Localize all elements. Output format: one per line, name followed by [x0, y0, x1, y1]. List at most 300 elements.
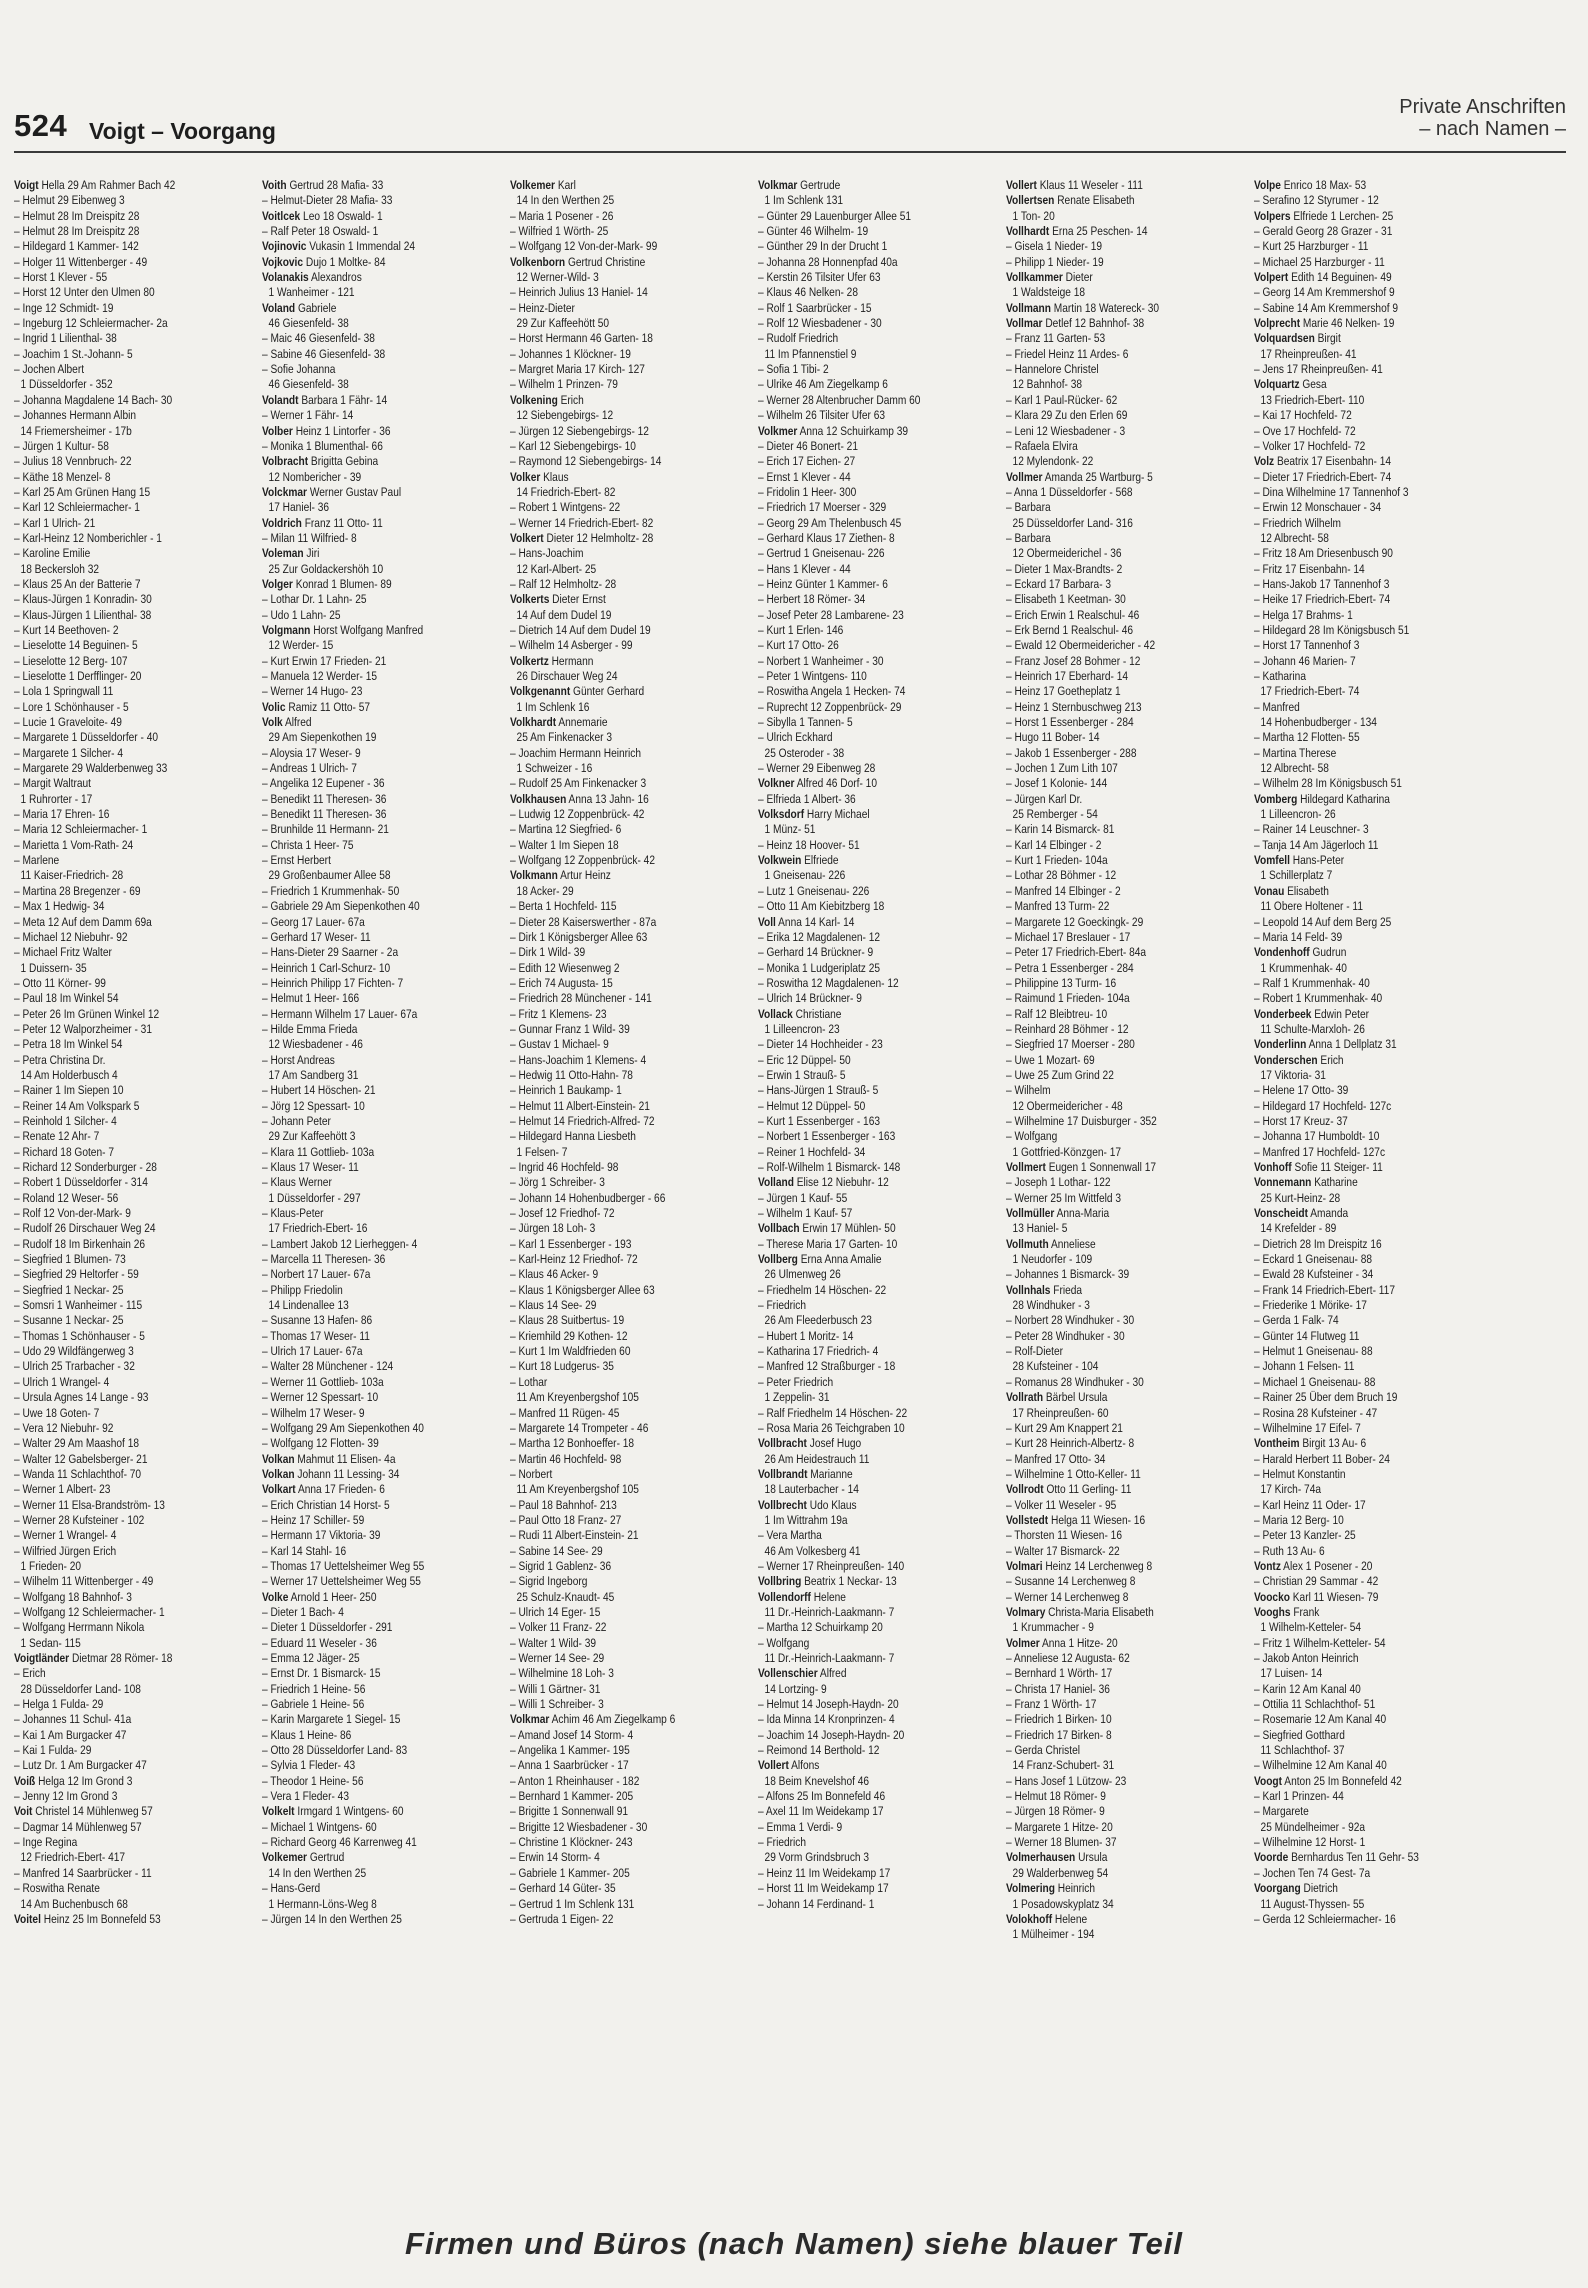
- directory-entry-surname: [1254, 1559, 1498, 1574]
- directory-entry: [262, 531, 506, 546]
- directory-entry: [262, 500, 506, 515]
- entry-text: – Friedhelm 14 Höschen- 22: [758, 1282, 887, 1297]
- entry-text: 14 Hohenbudberger - 134: [1260, 715, 1377, 730]
- directory-entry-surname: [510, 715, 754, 730]
- entry-text: – Edith 12 Wiesenweg 2: [510, 960, 620, 975]
- entry-text: – Karl 1 Ulrich- 21: [14, 515, 96, 530]
- entry-text: – Wolfgang 29 Am Siepenkothen 40: [262, 1420, 424, 1435]
- directory-entry: [1254, 1728, 1498, 1743]
- directory-entry-surname: [262, 393, 506, 408]
- entry-text: 14 Krefelder - 89: [1260, 1221, 1337, 1236]
- directory-entry-surname: [758, 915, 1002, 930]
- directory-entry: [510, 1237, 754, 1252]
- entry-text: – Rudolf 26 Dirschauer Weg 24: [14, 1221, 156, 1236]
- directory-entry: [1006, 776, 1250, 791]
- entry-text: Alexandros: [308, 270, 362, 285]
- directory-entry: [262, 1835, 506, 1850]
- entry-text: – Erwin 1 Strauß- 5: [758, 1067, 846, 1082]
- directory-entry: [758, 1114, 1002, 1129]
- entry-text: – Jürgen 18 Loh- 3: [510, 1221, 596, 1236]
- directory-entry: [262, 976, 506, 991]
- entry-text: – Friedrich 1 Krummenhak- 50: [262, 883, 400, 898]
- directory-entry: [262, 1666, 506, 1681]
- directory-entry: [262, 316, 506, 331]
- header-rule: [14, 151, 1566, 153]
- entry-text: – Wilfried 1 Wörth- 25: [510, 224, 609, 239]
- directory-entry-surname: [262, 546, 506, 561]
- surname: Vollack: [758, 1006, 793, 1021]
- directory-entry: [262, 331, 506, 346]
- directory-entry-surname: [1006, 224, 1250, 239]
- directory-entry: [1006, 1774, 1250, 1789]
- entry-text: – Eric 12 Düppel- 50: [758, 1052, 851, 1067]
- directory-entry: [1006, 899, 1250, 914]
- entry-text: – Udo 1 Lahn- 25: [262, 607, 341, 622]
- directory-entry: [510, 1559, 754, 1574]
- directory-entry: [758, 1544, 1002, 1559]
- directory-entry: [262, 1313, 506, 1328]
- directory-entry-surname: [262, 623, 506, 638]
- directory-entry: [758, 377, 1002, 392]
- directory-entry-surname: [510, 592, 754, 607]
- directory-entry: [1254, 1467, 1498, 1482]
- entry-text: – Dirk 1 Königsberger Allee 63: [510, 929, 648, 944]
- entry-text: – Volker 17 Hochfeld- 72: [1254, 438, 1366, 453]
- entry-text: – Karl 12 Schleiermacher- 1: [14, 500, 140, 515]
- entry-text: – Hans Josef 1 Lützow- 23: [1006, 1773, 1127, 1788]
- directory-entry-surname: [1254, 1037, 1498, 1052]
- surname: Volic: [262, 699, 286, 714]
- directory-entry: [758, 500, 1002, 515]
- entry-text: – Fritz 18 Am Driesenbusch 90: [1254, 546, 1393, 561]
- directory-entry: [758, 1329, 1002, 1344]
- directory-entry: [1006, 1728, 1250, 1743]
- directory-entry: [758, 393, 1002, 408]
- directory-entry: [14, 822, 258, 837]
- entry-text: 1 Krummenhak- 40: [1260, 960, 1347, 975]
- directory-entry: [758, 1712, 1002, 1727]
- entry-text: – Klaus 28 Suitbertus- 19: [510, 1313, 625, 1328]
- entry-text: – Jakob Anton Heinrich: [1254, 1651, 1359, 1665]
- surname: Volker: [510, 469, 541, 484]
- directory-entry-surname: [1254, 178, 1498, 193]
- directory-entry: [510, 1452, 754, 1467]
- directory-entry: [14, 1406, 258, 1421]
- surname: Volpers: [1254, 208, 1291, 223]
- directory-entry: [262, 838, 506, 853]
- directory-entry: [14, 1129, 258, 1144]
- entry-text: – Elfrieda 1 Albert- 36: [758, 791, 856, 806]
- entry-text: – Dietrich 14 Auf dem Dudel 19: [510, 622, 651, 637]
- directory-entry-surname: [1254, 1850, 1498, 1865]
- surname: Vollmar: [1006, 316, 1043, 331]
- directory-entry-surname: [1006, 193, 1250, 208]
- entry-text: – Horst 17 Tannenhof 3: [1254, 638, 1360, 653]
- entry-text: – Maria 14 Feld- 39: [1254, 929, 1343, 944]
- directory-entry: [14, 1620, 258, 1635]
- directory-entry: [758, 1267, 1002, 1282]
- entry-text: – Ursula Agnes 14 Lange - 93: [14, 1390, 149, 1405]
- entry-text: – Horst Andreas: [262, 1052, 335, 1067]
- entry-text: 1 Krummacher - 9: [1012, 1620, 1094, 1635]
- surname: Volke: [262, 1589, 289, 1604]
- directory-entry: [510, 608, 754, 623]
- directory-entry: [1006, 1682, 1250, 1697]
- directory-entry: [14, 331, 258, 346]
- entry-text: – Walter 1 Im Siepen 18: [510, 837, 619, 852]
- entry-text: – Walter 28 Münchener - 124: [262, 1359, 394, 1374]
- directory-entry: [510, 945, 754, 960]
- entry-text: – Heinrich 17 Eberhard- 14: [1006, 669, 1129, 683]
- surname: Vollendorff: [758, 1589, 811, 1604]
- entry-text: – Vera 12 Niebuhr- 92: [14, 1420, 114, 1435]
- directory-entry: [262, 884, 506, 899]
- directory-entry: [1006, 209, 1250, 224]
- entry-text: 12 Siebengebirgs- 12: [516, 408, 614, 423]
- directory-entry: [1254, 347, 1498, 362]
- directory-entry: [14, 792, 258, 807]
- entry-text: – Hedwig 11 Otto-Hahn- 78: [510, 1067, 633, 1082]
- entry-text: – Klaus Werner: [262, 1175, 332, 1190]
- surname: Vonscheidt: [1254, 1206, 1309, 1221]
- directory-entry-surname: [510, 470, 754, 485]
- directory-entry: [1006, 531, 1250, 546]
- entry-text: – Reimond 14 Berthold- 12: [758, 1743, 880, 1758]
- entry-text: – Peter 26 Im Grünen Winkel 12: [14, 1006, 160, 1021]
- page-title: Voigt – Voorgang: [89, 118, 276, 144]
- directory-entry: [758, 408, 1002, 423]
- entry-text: – Walter 17 Bismarck- 22: [1006, 1543, 1120, 1558]
- directory-entry: [758, 822, 1002, 837]
- directory-entry: [510, 562, 754, 577]
- directory-entry: [1254, 1344, 1498, 1359]
- entry-text: – Werner 28 Altenbrucher Damm 60: [758, 392, 921, 407]
- directory-entry: [262, 899, 506, 914]
- entry-text: – Horst 1 Klever - 55: [14, 270, 108, 285]
- entry-text: 1 Gneisenau- 226: [764, 868, 846, 883]
- directory-entry: [14, 1022, 258, 1037]
- surname: Volanakis: [262, 270, 309, 285]
- entry-text: – Horst 17 Kreuz- 37: [1254, 1113, 1348, 1128]
- entry-text: – Dieter 1 Max-Brandts- 2: [1006, 561, 1123, 576]
- surname: Volkemer: [510, 178, 555, 192]
- directory-entry: [758, 255, 1002, 270]
- directory-entry: [510, 1344, 754, 1359]
- directory-entry: [1254, 1390, 1498, 1405]
- directory-entry: [758, 1835, 1002, 1850]
- entry-text: – Alfons 25 Im Bonnefeld 46: [758, 1789, 886, 1804]
- entry-text: – Thomas 17 Uettelsheimer Weg 55: [262, 1558, 425, 1573]
- entry-text: – Sofia 1 Tibi- 2: [758, 362, 829, 377]
- entry-text: 12 Friedrich-Ebert- 417: [20, 1850, 126, 1865]
- entry-text: 1 Düsseldorfer - 352: [20, 377, 113, 392]
- directory-entry: [1254, 1804, 1498, 1819]
- directory-entry: [262, 684, 506, 699]
- entry-text: – Rolf 12 Von-der-Mark- 9: [14, 1206, 131, 1221]
- directory-entry: [1006, 516, 1250, 531]
- entry-text: – Thorsten 11 Wiesen- 16: [1006, 1528, 1122, 1543]
- entry-text: – Philipp Friedolin: [262, 1282, 343, 1297]
- directory-entry: [510, 1651, 754, 1666]
- directory-entry: [758, 623, 1002, 638]
- directory-entry: [1006, 853, 1250, 868]
- entry-text: – Friedrich 1 Birken- 10: [1006, 1712, 1112, 1727]
- directory-entry: [14, 1175, 258, 1190]
- entry-text: – Karin 12 Am Kanal 40: [1254, 1681, 1361, 1696]
- entry-text: – Gerhard Klaus 17 Ziethen- 8: [758, 530, 895, 545]
- entry-text: – Fritz 1 Wilhelm-Ketteler- 54: [1254, 1635, 1386, 1650]
- directory-entry: [1254, 424, 1498, 439]
- directory-entry: [510, 193, 754, 208]
- directory-entry: [510, 1298, 754, 1313]
- directory-entry: [510, 822, 754, 837]
- directory-entry-surname: [1254, 1053, 1498, 1068]
- entry-text: 1 Duissern- 35: [20, 960, 87, 975]
- entry-text: – Jörg 1 Schreiber- 3: [510, 1175, 605, 1190]
- directory-entry-surname: [510, 255, 754, 270]
- directory-entry: [14, 255, 258, 270]
- entry-text: – Kurt 1 Im Waldfrieden 60: [510, 1344, 631, 1359]
- directory-entry: [1006, 1114, 1250, 1129]
- surname: Vollbrecht: [758, 1497, 807, 1512]
- directory-entry: [14, 1866, 258, 1881]
- directory-entry: [262, 1390, 506, 1405]
- entry-text: – Hans-Jürgen 1 Strauß- 5: [758, 1083, 879, 1098]
- entry-text: – Karl 12 Siebengebirgs- 10: [510, 438, 636, 453]
- entry-text: 26 Dirschauer Weg 24: [516, 669, 618, 683]
- directory-entry-surname: [510, 792, 754, 807]
- surname: Vollhardt: [1006, 224, 1050, 239]
- directory-entry: [262, 1820, 506, 1835]
- entry-text: – Johanna 28 Honnenpfad 40a: [758, 254, 898, 269]
- entry-text: – Christian 29 Sammar - 42: [1254, 1574, 1379, 1589]
- directory-entry: [510, 1083, 754, 1098]
- directory-entry: [758, 577, 1002, 592]
- surname: Vojkovic: [262, 254, 304, 269]
- surname: Volber: [262, 423, 293, 438]
- entry-text: 1 Ton- 20: [1012, 208, 1055, 223]
- directory-entry: [14, 1114, 258, 1129]
- directory-entry: [510, 424, 754, 439]
- entry-text: – Erika 12 Magdalenen- 12: [758, 929, 881, 944]
- entry-text: – Karl 14 Stahl- 16: [262, 1543, 347, 1558]
- directory-entry-surname: [1254, 853, 1498, 868]
- entry-text: – Anneliese 12 Augusta- 62: [1006, 1651, 1130, 1665]
- directory-entry: [262, 1897, 506, 1912]
- entry-text: – Udo 29 Wildfängerweg 3: [14, 1344, 134, 1359]
- directory-entry: [1254, 1574, 1498, 1589]
- directory-entry: [758, 1774, 1002, 1789]
- surname: Voocko: [1254, 1589, 1290, 1604]
- directory-entry: [1254, 1682, 1498, 1697]
- directory-entry: [1006, 577, 1250, 592]
- directory-entry: [262, 1068, 506, 1083]
- directory-entry: [510, 1513, 754, 1528]
- directory-entry: [14, 193, 258, 208]
- directory-entry: [14, 1329, 258, 1344]
- directory-entry: [262, 1789, 506, 1804]
- directory-entry: [14, 1728, 258, 1743]
- directory-entry: [262, 1129, 506, 1144]
- directory-entry: [262, 868, 506, 883]
- surname: Vollert: [758, 1758, 789, 1773]
- entry-text: – Georg 29 Am Thelenbusch 45: [758, 515, 902, 530]
- surname: Volkner: [758, 776, 795, 791]
- directory-entry: [510, 1267, 754, 1282]
- entry-text: – Margarete 12 Goeckingk- 29: [1006, 914, 1144, 929]
- entry-text: – Gabriele 29 Am Siepenkothen 40: [262, 899, 420, 914]
- directory-entry: [758, 1620, 1002, 1635]
- directory-entry-surname: [262, 700, 506, 715]
- directory-entry: [758, 1053, 1002, 1068]
- entry-text: Marianne: [807, 1466, 853, 1481]
- entry-text: – Werner 14 See- 29: [510, 1651, 605, 1665]
- entry-text: 26 Am Fleederbusch 23: [764, 1313, 872, 1328]
- entry-text: – Ruth 13 Au- 6: [1254, 1543, 1325, 1558]
- directory-entry: [14, 945, 258, 960]
- entry-text: – Kurt 18 Ludgerus- 35: [510, 1359, 614, 1374]
- directory-entry: [510, 377, 754, 392]
- directory-entry: [1006, 1498, 1250, 1513]
- entry-text: – Peter 13 Kanzler- 25: [1254, 1528, 1356, 1543]
- entry-text: – Jürgen 14 In den Werthen 25: [262, 1911, 402, 1926]
- directory-entry: [510, 1697, 754, 1712]
- entry-text: – Martha 12 Bonhoeffer- 18: [510, 1436, 635, 1451]
- entry-text: – Susanne 13 Hafen- 86: [262, 1313, 373, 1328]
- entry-text: 1 Lilleencron- 23: [764, 1021, 840, 1036]
- directory-entry: [510, 1467, 754, 1482]
- entry-text: – Helmut Konstantin: [1254, 1466, 1346, 1481]
- directory-entry-surname: [510, 654, 754, 669]
- directory-entry: [758, 991, 1002, 1006]
- directory-entry: [1006, 1421, 1250, 1436]
- entry-text: 25 Am Finkenacker 3: [516, 730, 613, 745]
- directory-entry: [758, 838, 1002, 853]
- entry-text: – Erk Bernd 1 Realschul- 46: [1006, 622, 1134, 637]
- directory-entry: [14, 485, 258, 500]
- entry-text: – Hans-Jakob 17 Tannenhof 3: [1254, 576, 1390, 591]
- directory-entry: [758, 592, 1002, 607]
- entry-text: – Heinrich 1 Baukamp- 1: [510, 1083, 622, 1098]
- entry-text: – Gustav 1 Michael- 9: [510, 1037, 609, 1052]
- entry-text: 14 Friedrich-Ebert- 82: [516, 484, 616, 499]
- entry-text: – Anna 1 Saarbrücker - 17: [510, 1758, 629, 1773]
- entry-text: – Friedrich 17 Moerser - 329: [758, 500, 887, 515]
- entry-text: Marie 46 Nelken- 19: [1300, 316, 1395, 331]
- entry-text: Renate Elisabeth: [1054, 193, 1135, 208]
- surname: Volckmar: [262, 484, 307, 499]
- entry-text: – Friedrich: [758, 1298, 806, 1313]
- entry-text: 1 Ruhrorter - 17: [20, 791, 93, 806]
- directory-entry-surname: [758, 853, 1002, 868]
- directory-entry-surname: [262, 270, 506, 285]
- entry-text: – Holger 11 Wittenberger - 49: [14, 254, 148, 269]
- directory-entry-surname: [1254, 1436, 1498, 1451]
- entry-text: – Angelika 1 Kammer- 195: [510, 1743, 630, 1758]
- directory-entry: [14, 1467, 258, 1482]
- entry-text: – Klaus 17 Weser- 11: [262, 1160, 359, 1174]
- entry-text: – Günter 46 Wilhelm- 19: [758, 224, 869, 239]
- directory-entry-surname: [758, 1498, 1002, 1513]
- directory-entry: [14, 654, 258, 669]
- directory-entry: [1254, 1114, 1498, 1129]
- directory-entry: [510, 485, 754, 500]
- entry-text: – Serafino 12 Styrumer - 12: [1254, 193, 1379, 208]
- surname: Voogt: [1254, 1773, 1283, 1788]
- directory-entry: [510, 1206, 754, 1221]
- directory-entry: [1006, 1620, 1250, 1635]
- entry-text: Klaus: [540, 469, 569, 484]
- entry-text: Hermann: [548, 653, 594, 668]
- directory-entry: [758, 654, 1002, 669]
- directory-entry: [1254, 669, 1498, 684]
- entry-text: – Gabriele 1 Kammer- 205: [510, 1865, 630, 1880]
- directory-entry-surname: [262, 178, 506, 193]
- entry-text: – Josef 1 Kolonie- 144: [1006, 776, 1108, 791]
- entry-text: Elisabeth: [1284, 883, 1329, 898]
- surname: Volpert: [1254, 270, 1289, 285]
- entry-text: 1 Düsseldorfer - 297: [268, 1190, 361, 1205]
- entry-text: – Michael Fritz Walter: [14, 945, 112, 960]
- surname: Vonderbeek: [1254, 1006, 1312, 1021]
- entry-text: Enrico 18 Max- 53: [1280, 178, 1367, 192]
- directory-entry: [262, 1007, 506, 1022]
- directory-entry: [14, 1559, 258, 1574]
- entry-text: – Helmut 29 Eibenweg 3: [14, 193, 125, 208]
- entry-text: 1 Im Schlenk 131: [764, 193, 844, 208]
- directory-entry: [1254, 577, 1498, 592]
- surname: Vollertsen: [1006, 193, 1055, 208]
- surname: Volokhoff: [1006, 1911, 1053, 1926]
- entry-text: – Hubert 1 Moritz- 14: [758, 1328, 854, 1343]
- page-header: [14, 96, 1566, 146]
- directory-entry: [14, 930, 258, 945]
- entry-text: Heinz 14 Lerchenweg 8: [1042, 1558, 1153, 1573]
- directory-entry: [1006, 1267, 1250, 1282]
- surname: Voitlcek: [262, 208, 301, 223]
- entry-text: – Friederike 1 Mörike- 17: [1254, 1298, 1367, 1313]
- entry-text: 11 Dr.-Heinrich-Laakmann- 7: [764, 1651, 895, 1665]
- entry-text: – Werner 1 Fähr- 14: [262, 408, 354, 423]
- directory-entry: [1006, 792, 1250, 807]
- entry-text: – Gabriele 1 Heine- 56: [262, 1697, 365, 1712]
- entry-text: – Klaus 46 Nelken- 28: [758, 285, 858, 300]
- entry-text: Edwin Peter: [1311, 1006, 1370, 1021]
- entry-text: – Horst 1 Essenberger - 284: [1006, 715, 1134, 730]
- entry-text: – Siegfried 17 Moerser - 280: [1006, 1037, 1135, 1052]
- entry-text: – Angelika 12 Eupener - 36: [262, 776, 385, 791]
- directory-entry: [1254, 761, 1498, 776]
- directory-entry: [510, 761, 754, 776]
- directory-entry-surname: [1006, 1237, 1250, 1252]
- entry-text: – Maic 46 Giesenfeld- 38: [262, 331, 375, 346]
- directory-entry: [758, 1375, 1002, 1390]
- entry-text: 11 Schlachthof- 37: [1260, 1743, 1345, 1758]
- directory-entry: [1006, 1743, 1250, 1758]
- entry-text: Bärbel Ursula: [1043, 1390, 1108, 1405]
- directory-entry: [1006, 1789, 1250, 1804]
- directory-entry-surname: [262, 1590, 506, 1605]
- directory-entry: [510, 408, 754, 423]
- directory-entry: [510, 577, 754, 592]
- directory-entry: [758, 608, 1002, 623]
- entry-text: – Klaus 25 An der Batterie 7: [14, 576, 141, 591]
- surname: Vojinovic: [262, 239, 307, 254]
- directory-entry: [14, 408, 258, 423]
- directory-entry: [262, 1682, 506, 1697]
- directory-entry: [510, 1620, 754, 1635]
- directory-entry: [14, 1221, 258, 1236]
